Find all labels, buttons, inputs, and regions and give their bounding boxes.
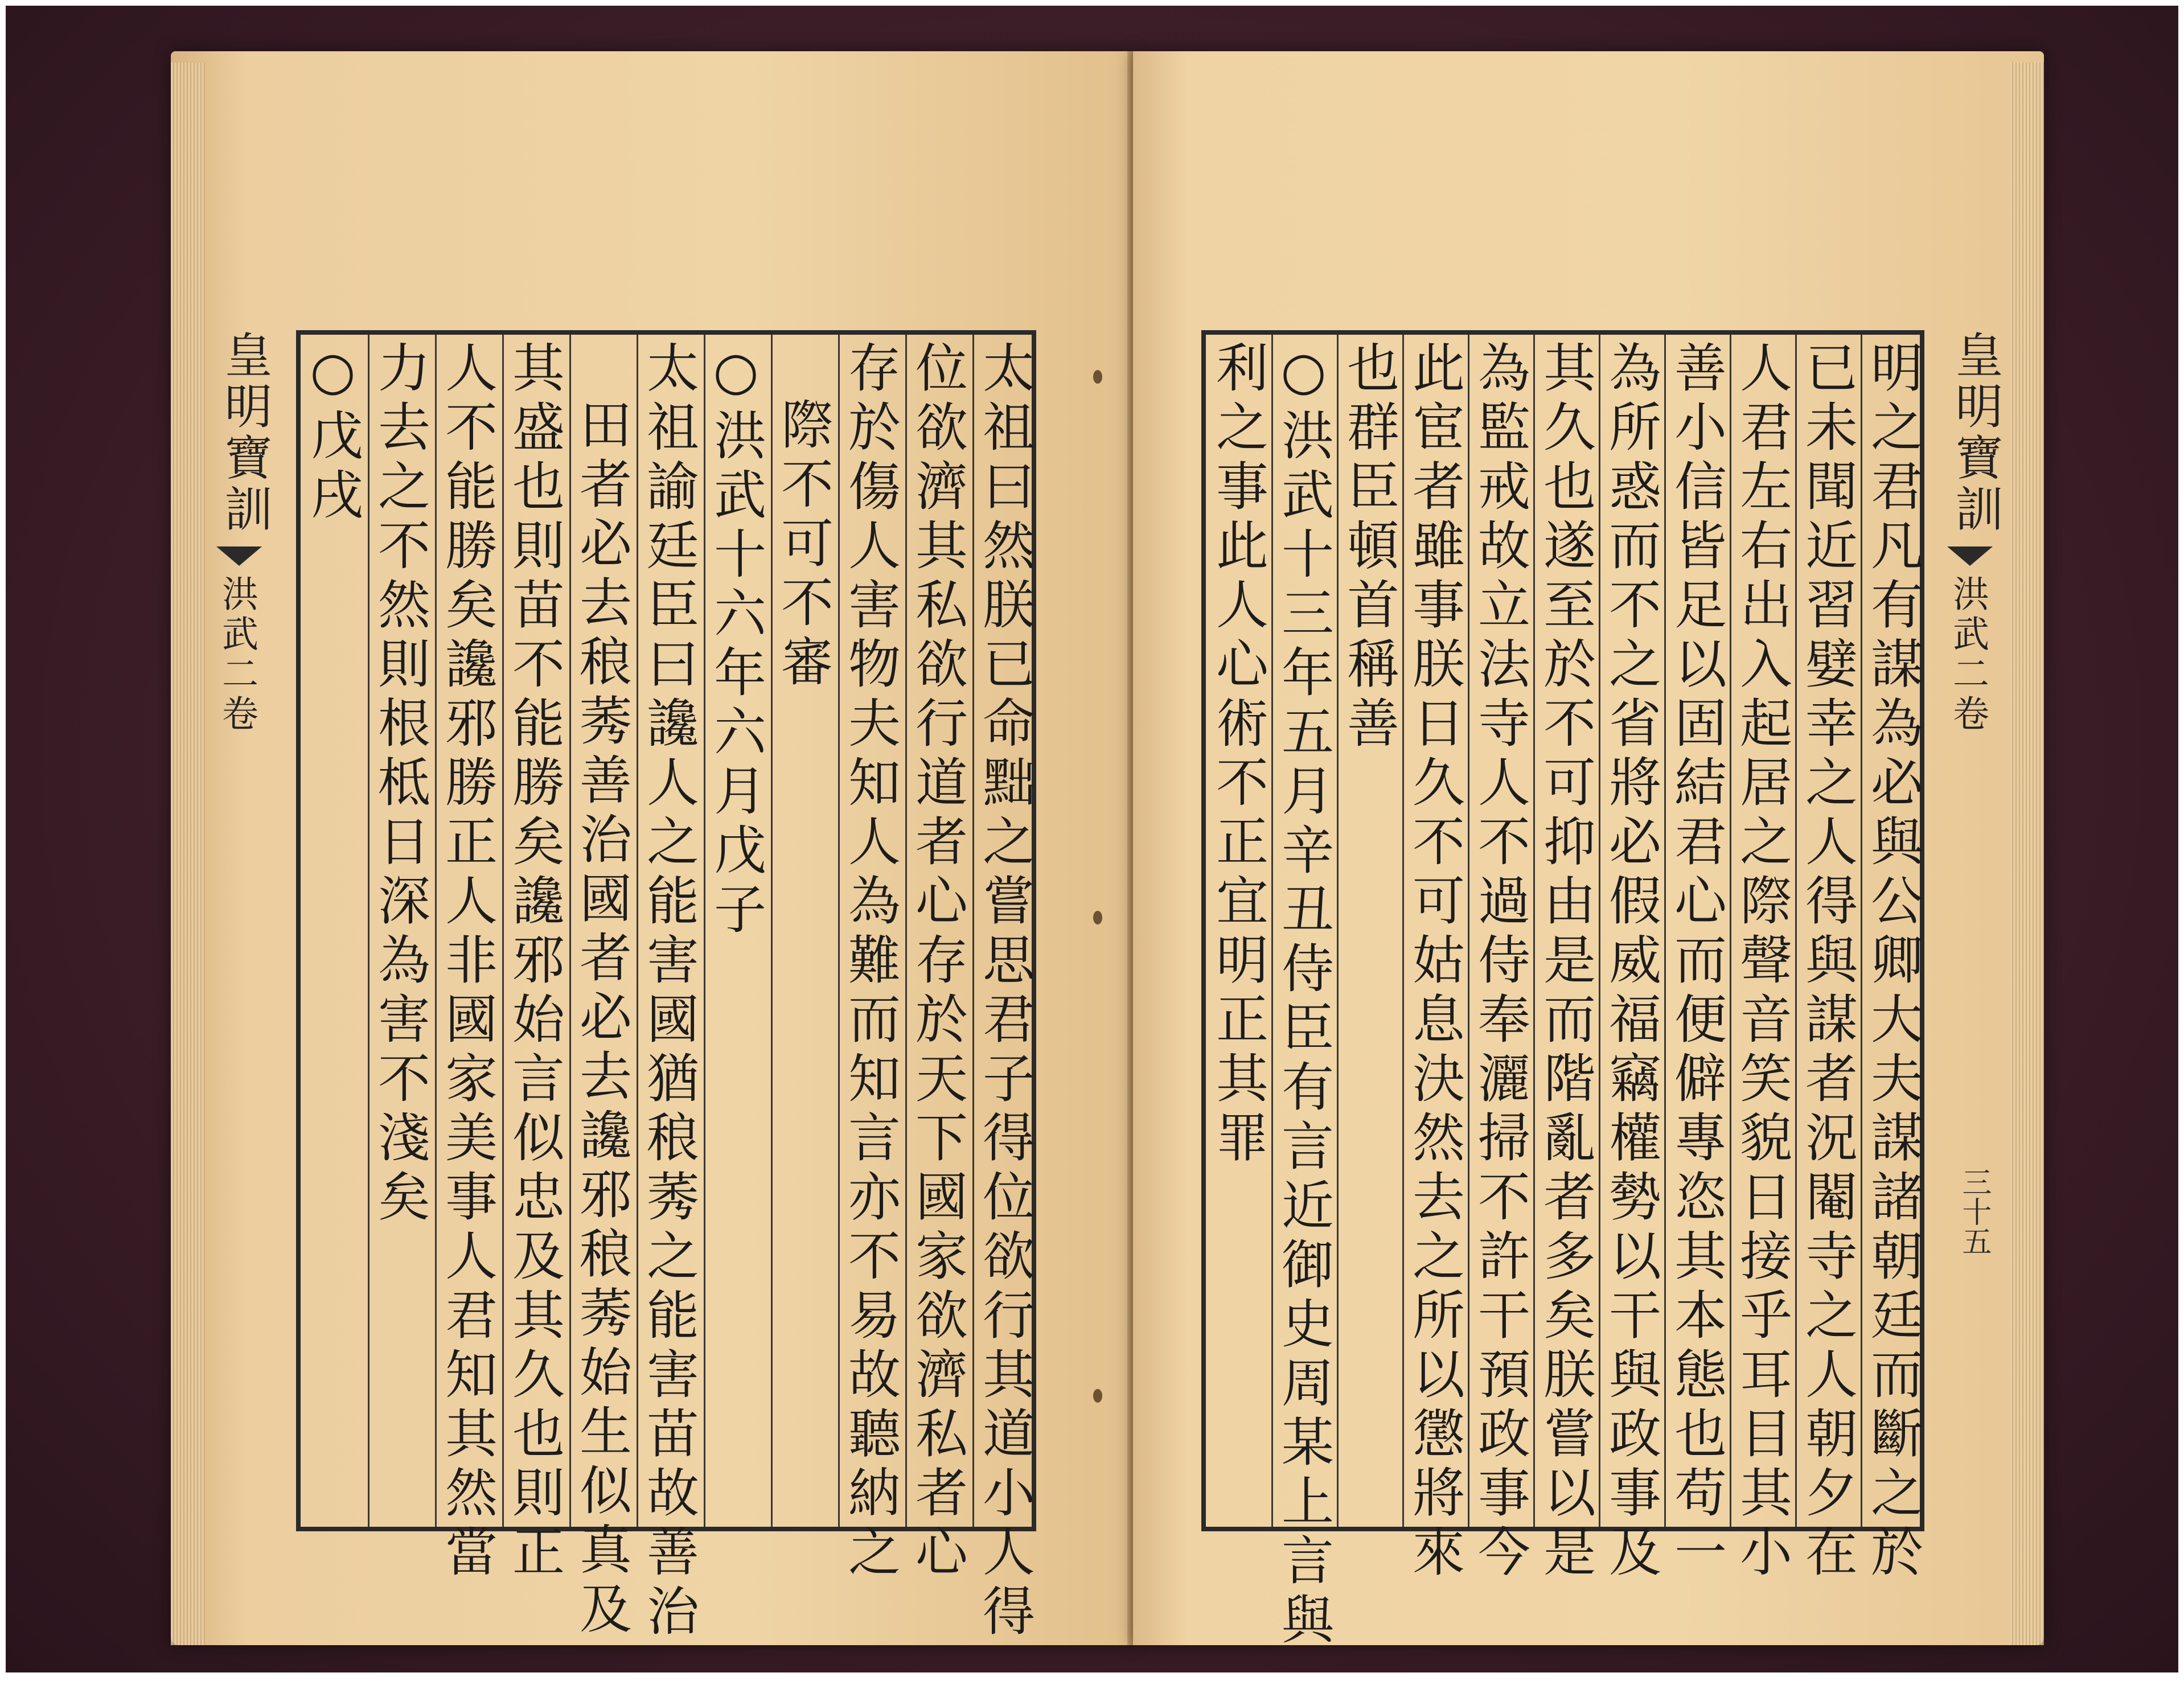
right-page bbox=[1133, 51, 2044, 1651]
binding-hole bbox=[1093, 370, 1102, 384]
text-column: 也群臣頓首稱善 bbox=[1339, 340, 1399, 755]
right-text-frame bbox=[1201, 330, 1924, 1651]
text-column: 際不可不審 bbox=[773, 397, 834, 693]
text-column: 明之君凡有謀為必與公卿大夫謀諸朝廷而斷之於 bbox=[1862, 340, 1923, 1584]
left-page bbox=[171, 51, 1133, 1645]
text-column: ○洪武十三年五月辛丑侍臣有言近御史周某上言與 bbox=[1273, 340, 1334, 1651]
text-column: 為所惑而不之省將必假威福竊權勢以干與政事及 bbox=[1600, 340, 1661, 1584]
binding-hole bbox=[1093, 1389, 1102, 1403]
text-column: 田者必去稂莠善治國者必去讒邪稂莠始生似真及 bbox=[571, 397, 632, 1641]
text-column: 為監戒故立法寺人不過侍奉灑掃不許干預政事今 bbox=[1469, 340, 1530, 1584]
book-title-margin: 皇明寶訓 bbox=[217, 330, 273, 535]
text-column: 位欲濟其私欲行道者心存於天下國家欲濟私者心 bbox=[907, 340, 968, 1584]
book-title-margin-right: 皇明寶訓 bbox=[1948, 330, 2004, 535]
leaf-number: 三十五 bbox=[1957, 1167, 1991, 1256]
text-column: 人君左右出入起居之際聲音笑貌日接乎耳目其小 bbox=[1731, 340, 1792, 1584]
text-column: 善小信皆足以固結君心而便僻專恣其本態也苟一 bbox=[1666, 340, 1727, 1584]
text-column: 其久也遂至於不可抑由是而階亂者多矣朕嘗以是 bbox=[1535, 340, 1596, 1584]
text-column: ○洪武十六年六月戊子 bbox=[705, 340, 766, 941]
page-edges-left bbox=[171, 63, 205, 1645]
text-column: 其盛也則苗不能勝矣讒邪始言似忠及其久也則正 bbox=[504, 340, 565, 1584]
open-book bbox=[165, 51, 2044, 1685]
left-text-frame bbox=[296, 330, 1036, 1643]
volume-label-margin: 洪武二卷 bbox=[216, 575, 258, 734]
text-column: 太祖曰然朕已命黜之嘗思君子得位欲行其道小人得 bbox=[974, 340, 1035, 1643]
text-column: ○戊戌 bbox=[302, 340, 363, 527]
page-edges-right bbox=[2010, 63, 2044, 1645]
text-column: 此宦者雖事朕日久不可姑息決然去之所以懲將來 bbox=[1404, 340, 1465, 1584]
fish-tail-mark bbox=[216, 546, 262, 566]
text-column: 人不能勝矣讒邪勝正人非國家美事人君知其然當 bbox=[437, 340, 498, 1584]
text-column: 力去之不然則根柢日深為害不淺矣 bbox=[370, 340, 430, 1228]
text-column: 存於傷人害物夫知人為難而知言亦不易故聽納之 bbox=[840, 340, 901, 1584]
binding-hole bbox=[1093, 911, 1102, 924]
fish-tail-mark-right bbox=[1947, 546, 1993, 566]
text-column: 已未聞近習嬖幸之人得與謀者況閹寺之人朝夕在 bbox=[1797, 340, 1858, 1584]
text-column: 太祖諭廷臣曰讒人之能害國猶稂莠之能害苗故善治 bbox=[638, 340, 699, 1643]
text-column: 利之事此人心術不正宜明正其罪 bbox=[1208, 340, 1268, 1169]
volume-label-margin-right: 洪武二卷 bbox=[1947, 575, 1989, 734]
